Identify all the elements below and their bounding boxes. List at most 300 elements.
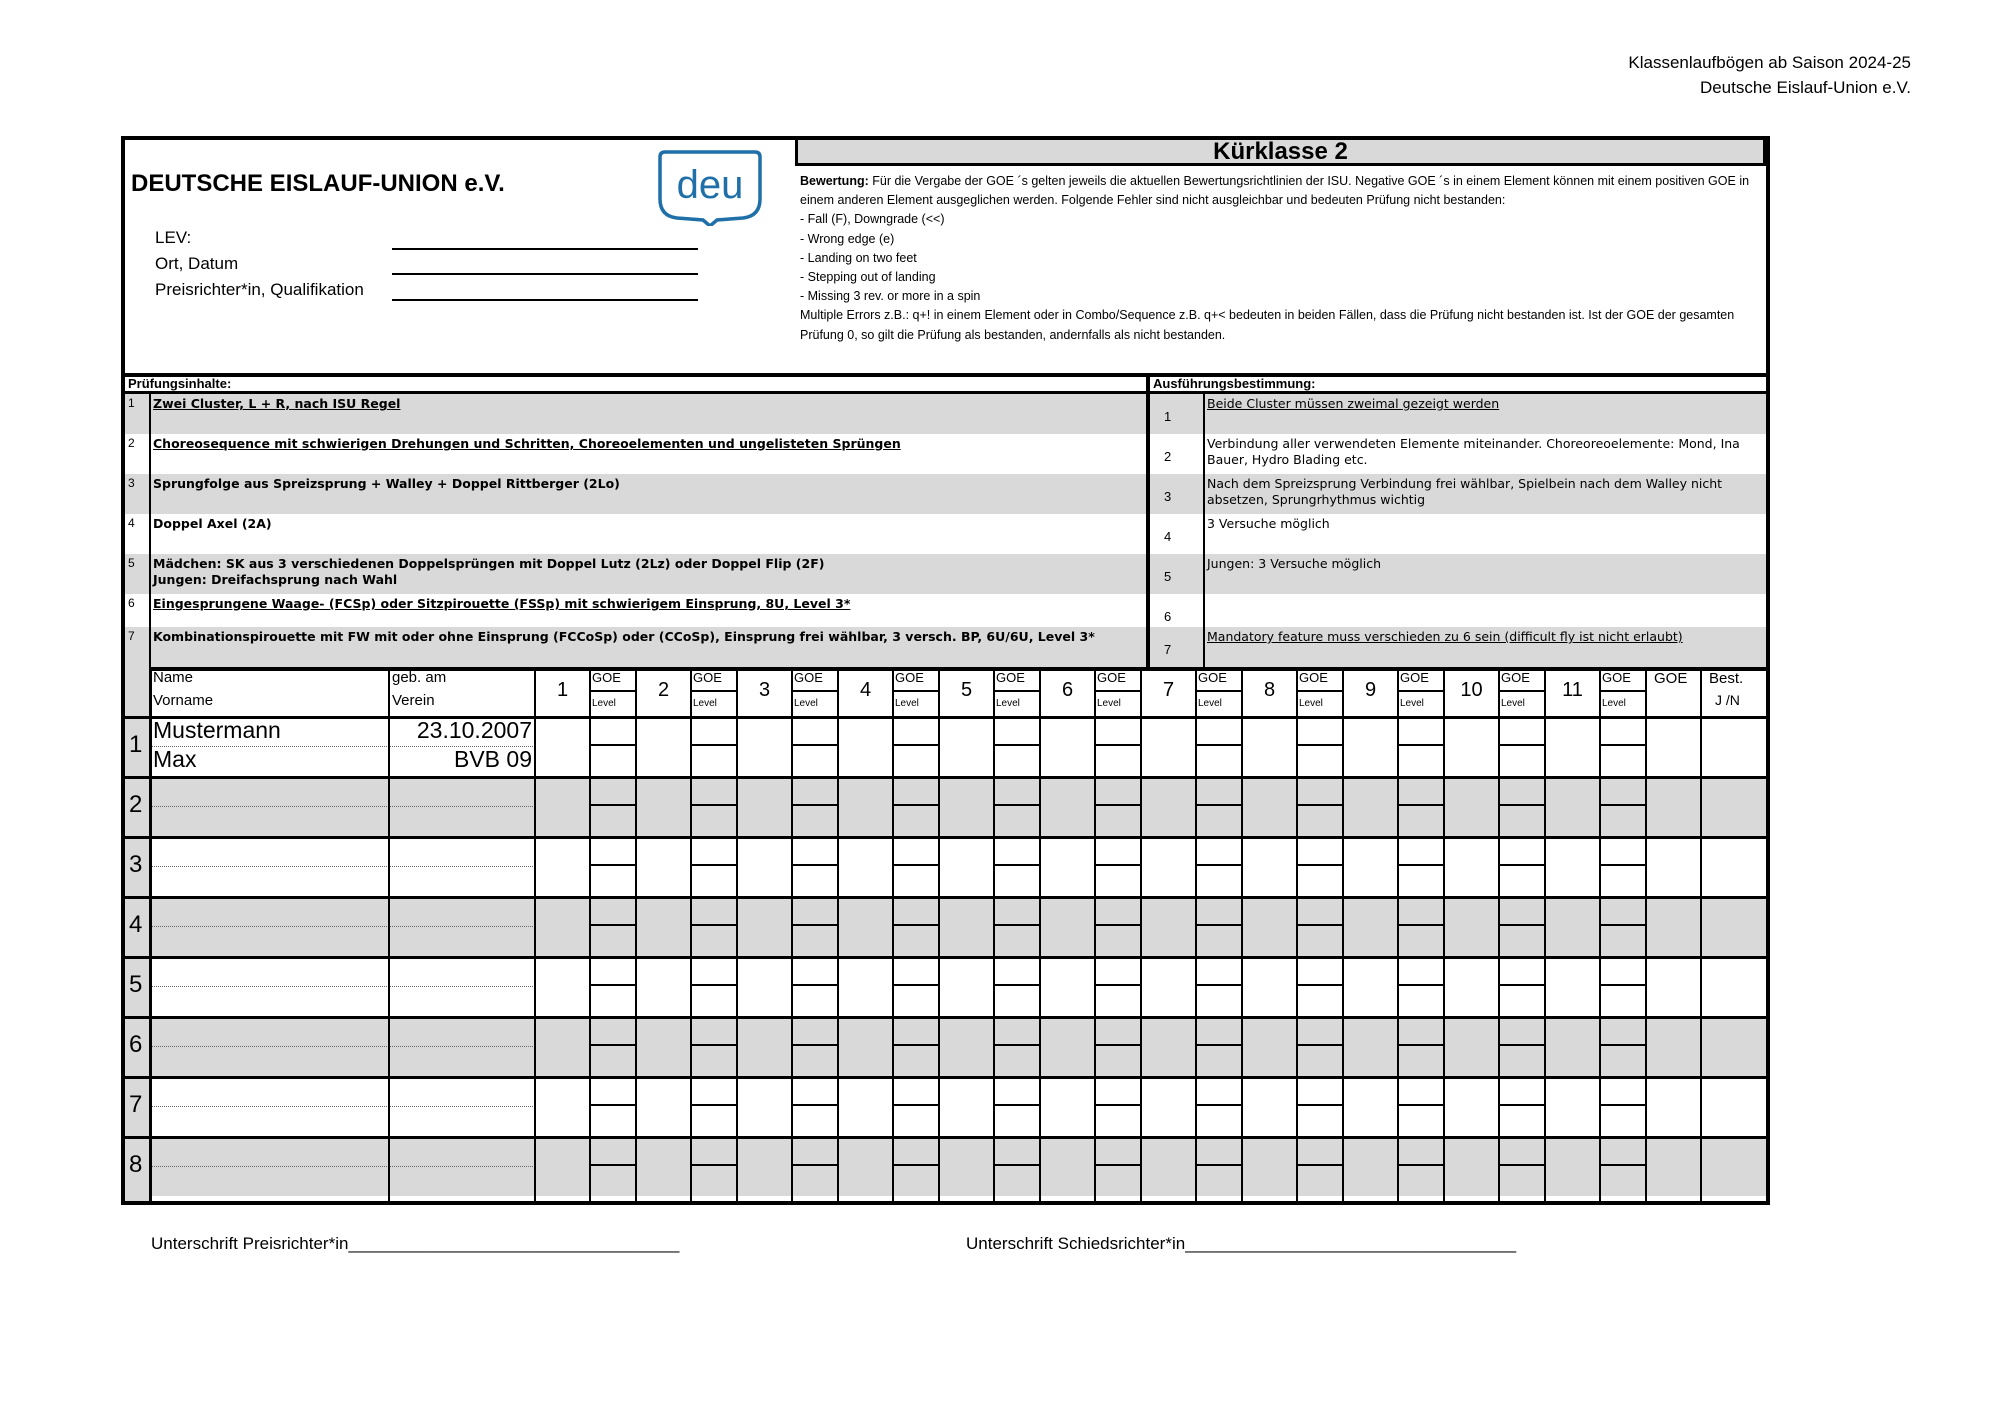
total-goe-cell[interactable] [1646,776,1701,836]
goe-cell[interactable] [1600,836,1646,864]
goe-cell[interactable] [994,1136,1040,1164]
name-cell[interactable] [150,836,389,866]
level-cell[interactable] [1297,926,1343,954]
name-cell[interactable] [150,776,389,806]
passed-cell[interactable] [1701,1076,1766,1136]
level-cell[interactable] [1398,1046,1444,1074]
club-cell[interactable] [389,1166,535,1196]
vorname-cell[interactable] [150,1046,389,1076]
goe-cell[interactable] [994,836,1040,864]
goe-cell[interactable] [893,836,939,864]
element-score-cell[interactable] [1242,896,1297,956]
element-score-cell[interactable] [1545,716,1600,776]
level-cell[interactable] [994,746,1040,774]
level-cell[interactable] [792,1166,838,1194]
element-score-cell[interactable] [535,1076,590,1136]
goe-cell[interactable] [1600,896,1646,924]
level-cell[interactable] [1095,926,1141,954]
passed-cell[interactable] [1701,956,1766,1016]
goe-cell[interactable] [1297,836,1343,864]
element-score-cell[interactable] [1141,896,1196,956]
element-score-cell[interactable] [838,956,893,1016]
goe-cell[interactable] [792,836,838,864]
level-cell[interactable] [1095,1106,1141,1134]
level-cell[interactable] [1499,926,1545,954]
element-score-cell[interactable] [1040,896,1095,956]
level-cell[interactable] [1297,806,1343,834]
level-cell[interactable] [893,1166,939,1194]
goe-cell[interactable] [1196,1076,1242,1104]
goe-cell[interactable] [590,716,636,744]
level-cell[interactable] [590,986,636,1014]
goe-cell[interactable] [1499,1136,1545,1164]
element-score-cell[interactable] [838,1016,893,1076]
goe-cell[interactable] [994,1016,1040,1044]
level-cell[interactable] [1297,1106,1343,1134]
level-cell[interactable] [994,986,1040,1014]
passed-cell[interactable] [1701,776,1766,836]
element-score-cell[interactable] [737,956,792,1016]
level-cell[interactable] [691,1046,737,1074]
level-cell[interactable] [1095,1166,1141,1194]
element-score-cell[interactable] [1040,1136,1095,1196]
field-lev-line[interactable] [392,248,698,250]
goe-cell[interactable] [994,716,1040,744]
level-cell[interactable] [1600,806,1646,834]
level-cell[interactable] [994,1106,1040,1134]
goe-cell[interactable] [792,716,838,744]
birthdate-cell[interactable] [389,896,535,926]
birthdate-cell[interactable] [389,1136,535,1166]
element-score-cell[interactable] [1242,1076,1297,1136]
goe-cell[interactable] [792,896,838,924]
goe-cell[interactable] [1095,1136,1141,1164]
element-score-cell[interactable] [1141,836,1196,896]
goe-cell[interactable] [1398,1016,1444,1044]
level-cell[interactable] [1499,986,1545,1014]
goe-cell[interactable] [691,836,737,864]
level-cell[interactable] [590,1106,636,1134]
element-score-cell[interactable] [1545,1076,1600,1136]
goe-cell[interactable] [691,776,737,804]
element-score-cell[interactable] [1141,776,1196,836]
level-cell[interactable] [1499,866,1545,894]
club-cell[interactable] [389,986,535,1016]
vorname-cell[interactable] [150,986,389,1016]
goe-cell[interactable] [1600,1136,1646,1164]
level-cell[interactable] [1398,986,1444,1014]
element-score-cell[interactable] [636,896,691,956]
level-cell[interactable] [1095,1046,1141,1074]
goe-cell[interactable] [792,1076,838,1104]
level-cell[interactable] [994,1166,1040,1194]
element-score-cell[interactable] [737,1016,792,1076]
name-cell[interactable] [150,1016,389,1046]
goe-cell[interactable] [792,956,838,984]
goe-cell[interactable] [1499,1016,1545,1044]
goe-cell[interactable] [691,956,737,984]
goe-cell[interactable] [1297,1136,1343,1164]
element-score-cell[interactable] [535,1016,590,1076]
passed-cell[interactable] [1701,836,1766,896]
goe-cell[interactable] [994,896,1040,924]
goe-cell[interactable] [1398,776,1444,804]
element-score-cell[interactable] [1242,716,1297,776]
goe-cell[interactable] [1600,1076,1646,1104]
name-cell[interactable] [150,1076,389,1106]
element-score-cell[interactable] [636,776,691,836]
goe-cell[interactable] [994,776,1040,804]
goe-cell[interactable] [792,776,838,804]
element-score-cell[interactable] [939,1136,994,1196]
level-cell[interactable] [893,986,939,1014]
element-score-cell[interactable] [939,776,994,836]
element-score-cell[interactable] [737,896,792,956]
element-score-cell[interactable] [1040,956,1095,1016]
goe-cell[interactable] [1398,1076,1444,1104]
level-cell[interactable] [1398,926,1444,954]
element-score-cell[interactable] [1343,836,1398,896]
element-score-cell[interactable] [1444,776,1499,836]
goe-cell[interactable] [1499,836,1545,864]
element-score-cell[interactable] [1343,1076,1398,1136]
goe-cell[interactable] [1095,776,1141,804]
element-score-cell[interactable] [838,776,893,836]
total-goe-cell[interactable] [1646,716,1701,776]
level-cell[interactable] [691,746,737,774]
element-score-cell[interactable] [636,716,691,776]
element-score-cell[interactable] [1141,716,1196,776]
level-cell[interactable] [1297,746,1343,774]
element-score-cell[interactable] [1141,1136,1196,1196]
level-cell[interactable] [691,926,737,954]
level-cell[interactable] [792,806,838,834]
element-score-cell[interactable] [838,1136,893,1196]
level-cell[interactable] [1297,986,1343,1014]
goe-cell[interactable] [994,956,1040,984]
level-cell[interactable] [590,1166,636,1194]
level-cell[interactable] [1499,1046,1545,1074]
goe-cell[interactable] [792,1136,838,1164]
goe-cell[interactable] [893,1016,939,1044]
goe-cell[interactable] [893,896,939,924]
goe-cell[interactable] [590,956,636,984]
level-cell[interactable] [590,866,636,894]
element-score-cell[interactable] [1242,1136,1297,1196]
club-cell[interactable] [389,866,535,896]
club-cell[interactable] [389,1106,535,1136]
level-cell[interactable] [1196,1106,1242,1134]
element-score-cell[interactable] [838,896,893,956]
element-score-cell[interactable] [1545,896,1600,956]
element-score-cell[interactable] [636,1016,691,1076]
goe-cell[interactable] [590,1016,636,1044]
level-cell[interactable] [590,1046,636,1074]
total-goe-cell[interactable] [1646,1016,1701,1076]
level-cell[interactable] [1398,746,1444,774]
element-score-cell[interactable] [1242,956,1297,1016]
element-score-cell[interactable] [1242,836,1297,896]
goe-cell[interactable] [590,896,636,924]
goe-cell[interactable] [792,1016,838,1044]
level-cell[interactable] [792,1046,838,1074]
level-cell[interactable] [1196,1046,1242,1074]
goe-cell[interactable] [590,776,636,804]
goe-cell[interactable] [1196,1136,1242,1164]
goe-cell[interactable] [1095,1076,1141,1104]
element-score-cell[interactable] [1040,1076,1095,1136]
goe-cell[interactable] [1297,776,1343,804]
goe-cell[interactable] [1398,1136,1444,1164]
level-cell[interactable] [1095,746,1141,774]
element-score-cell[interactable] [1545,836,1600,896]
goe-cell[interactable] [1297,1016,1343,1044]
element-score-cell[interactable] [939,896,994,956]
vorname-cell[interactable] [150,1166,389,1196]
level-cell[interactable] [893,1046,939,1074]
level-cell[interactable] [1600,1106,1646,1134]
level-cell[interactable] [994,866,1040,894]
goe-cell[interactable] [1095,956,1141,984]
goe-cell[interactable] [1600,776,1646,804]
element-score-cell[interactable] [1242,1016,1297,1076]
goe-cell[interactable] [1196,776,1242,804]
level-cell[interactable] [1297,1166,1343,1194]
goe-cell[interactable] [691,716,737,744]
level-cell[interactable] [792,926,838,954]
level-cell[interactable] [792,866,838,894]
total-goe-cell[interactable] [1646,1136,1701,1196]
element-score-cell[interactable] [1545,1016,1600,1076]
level-cell[interactable] [893,806,939,834]
level-cell[interactable] [792,746,838,774]
element-score-cell[interactable] [1040,836,1095,896]
total-goe-cell[interactable] [1646,896,1701,956]
passed-cell[interactable] [1701,1136,1766,1196]
goe-cell[interactable] [691,1016,737,1044]
level-cell[interactable] [893,866,939,894]
element-score-cell[interactable] [1343,716,1398,776]
goe-cell[interactable] [1196,896,1242,924]
level-cell[interactable] [1196,806,1242,834]
element-score-cell[interactable] [1444,1016,1499,1076]
vorname-cell[interactable] [150,926,389,956]
element-score-cell[interactable] [1444,1076,1499,1136]
birthdate-cell[interactable] [389,1076,535,1106]
level-cell[interactable] [1600,746,1646,774]
element-score-cell[interactable] [1040,776,1095,836]
level-cell[interactable] [1398,806,1444,834]
goe-cell[interactable] [1600,956,1646,984]
vorname-cell[interactable] [150,866,389,896]
birthdate-cell[interactable] [389,956,535,986]
goe-cell[interactable] [1095,896,1141,924]
club-cell[interactable] [389,1046,535,1076]
goe-cell[interactable] [1398,836,1444,864]
level-cell[interactable] [994,1046,1040,1074]
element-score-cell[interactable] [535,776,590,836]
element-score-cell[interactable] [1343,956,1398,1016]
level-cell[interactable] [1196,986,1242,1014]
element-score-cell[interactable] [1040,1016,1095,1076]
goe-cell[interactable] [1499,776,1545,804]
element-score-cell[interactable] [636,956,691,1016]
club-cell[interactable] [389,806,535,836]
goe-cell[interactable] [1600,1016,1646,1044]
element-score-cell[interactable] [939,1016,994,1076]
goe-cell[interactable] [893,1076,939,1104]
element-score-cell[interactable] [939,836,994,896]
level-cell[interactable] [994,806,1040,834]
level-cell[interactable] [1499,1166,1545,1194]
goe-cell[interactable] [1095,1016,1141,1044]
element-score-cell[interactable] [1343,1136,1398,1196]
goe-cell[interactable] [994,1076,1040,1104]
birthdate-cell[interactable] [389,1016,535,1046]
level-cell[interactable] [1499,1106,1545,1134]
level-cell[interactable] [1600,986,1646,1014]
level-cell[interactable] [1398,1106,1444,1134]
level-cell[interactable] [1196,926,1242,954]
goe-cell[interactable] [1398,896,1444,924]
level-cell[interactable] [1297,866,1343,894]
goe-cell[interactable] [1297,896,1343,924]
element-score-cell[interactable] [737,1136,792,1196]
field-ort-datum-line[interactable] [392,273,698,275]
goe-cell[interactable] [1499,1076,1545,1104]
level-cell[interactable] [893,1106,939,1134]
element-score-cell[interactable] [1444,716,1499,776]
goe-cell[interactable] [691,1136,737,1164]
element-score-cell[interactable] [1444,1136,1499,1196]
level-cell[interactable] [1398,866,1444,894]
level-cell[interactable] [691,866,737,894]
element-score-cell[interactable] [1545,956,1600,1016]
club-cell[interactable] [389,926,535,956]
element-score-cell[interactable] [939,956,994,1016]
total-goe-cell[interactable] [1646,956,1701,1016]
level-cell[interactable] [893,746,939,774]
level-cell[interactable] [1196,866,1242,894]
level-cell[interactable] [691,1106,737,1134]
level-cell[interactable] [1600,866,1646,894]
goe-cell[interactable] [1398,956,1444,984]
element-score-cell[interactable] [535,956,590,1016]
level-cell[interactable] [590,926,636,954]
level-cell[interactable] [691,986,737,1014]
goe-cell[interactable] [893,956,939,984]
level-cell[interactable] [994,926,1040,954]
element-score-cell[interactable] [636,1136,691,1196]
goe-cell[interactable] [1095,836,1141,864]
element-score-cell[interactable] [636,1076,691,1136]
goe-cell[interactable] [1196,716,1242,744]
vorname-cell[interactable] [150,1106,389,1136]
goe-cell[interactable] [893,716,939,744]
field-preisrichter-line[interactable] [392,299,698,301]
level-cell[interactable] [1600,1046,1646,1074]
element-score-cell[interactable] [1343,896,1398,956]
level-cell[interactable] [1196,1166,1242,1194]
level-cell[interactable] [1095,866,1141,894]
level-cell[interactable] [1095,806,1141,834]
name-cell[interactable] [150,896,389,926]
passed-cell[interactable] [1701,896,1766,956]
element-score-cell[interactable] [737,776,792,836]
level-cell[interactable] [1600,926,1646,954]
element-score-cell[interactable] [1141,956,1196,1016]
total-goe-cell[interactable] [1646,836,1701,896]
goe-cell[interactable] [1196,836,1242,864]
level-cell[interactable] [1297,1046,1343,1074]
level-cell[interactable] [1499,746,1545,774]
total-goe-cell[interactable] [1646,1076,1701,1136]
level-cell[interactable] [1095,986,1141,1014]
goe-cell[interactable] [1499,716,1545,744]
passed-cell[interactable] [1701,1016,1766,1076]
goe-cell[interactable] [1196,1016,1242,1044]
name-cell[interactable] [150,956,389,986]
element-score-cell[interactable] [535,896,590,956]
vorname-cell[interactable] [150,806,389,836]
level-cell[interactable] [590,746,636,774]
level-cell[interactable] [792,986,838,1014]
element-score-cell[interactable] [939,1076,994,1136]
level-cell[interactable] [691,806,737,834]
element-score-cell[interactable] [1444,896,1499,956]
goe-cell[interactable] [893,776,939,804]
goe-cell[interactable] [1297,1076,1343,1104]
element-score-cell[interactable] [1141,1016,1196,1076]
element-score-cell[interactable] [1141,1076,1196,1136]
goe-cell[interactable] [1297,956,1343,984]
birthdate-cell[interactable] [389,776,535,806]
element-score-cell[interactable] [838,836,893,896]
element-score-cell[interactable] [1444,836,1499,896]
goe-cell[interactable] [1095,716,1141,744]
level-cell[interactable] [1600,1166,1646,1194]
element-score-cell[interactable] [1242,776,1297,836]
element-score-cell[interactable] [1040,716,1095,776]
element-score-cell[interactable] [939,716,994,776]
goe-cell[interactable] [691,1076,737,1104]
level-cell[interactable] [691,1166,737,1194]
element-score-cell[interactable] [838,716,893,776]
level-cell[interactable] [792,1106,838,1134]
element-score-cell[interactable] [737,1076,792,1136]
element-score-cell[interactable] [1343,776,1398,836]
goe-cell[interactable] [590,1136,636,1164]
goe-cell[interactable] [691,896,737,924]
goe-cell[interactable] [893,1136,939,1164]
element-score-cell[interactable] [1545,776,1600,836]
name-cell[interactable] [150,1136,389,1166]
level-cell[interactable] [1196,746,1242,774]
level-cell[interactable] [1499,806,1545,834]
level-cell[interactable] [590,806,636,834]
goe-cell[interactable] [1196,956,1242,984]
element-score-cell[interactable] [737,716,792,776]
element-score-cell[interactable] [636,836,691,896]
element-score-cell[interactable] [838,1076,893,1136]
passed-cell[interactable] [1701,716,1766,776]
goe-cell[interactable] [590,1076,636,1104]
element-score-cell[interactable] [737,836,792,896]
element-score-cell[interactable] [535,716,590,776]
goe-cell[interactable] [1398,716,1444,744]
element-score-cell[interactable] [1545,1136,1600,1196]
level-cell[interactable] [893,926,939,954]
